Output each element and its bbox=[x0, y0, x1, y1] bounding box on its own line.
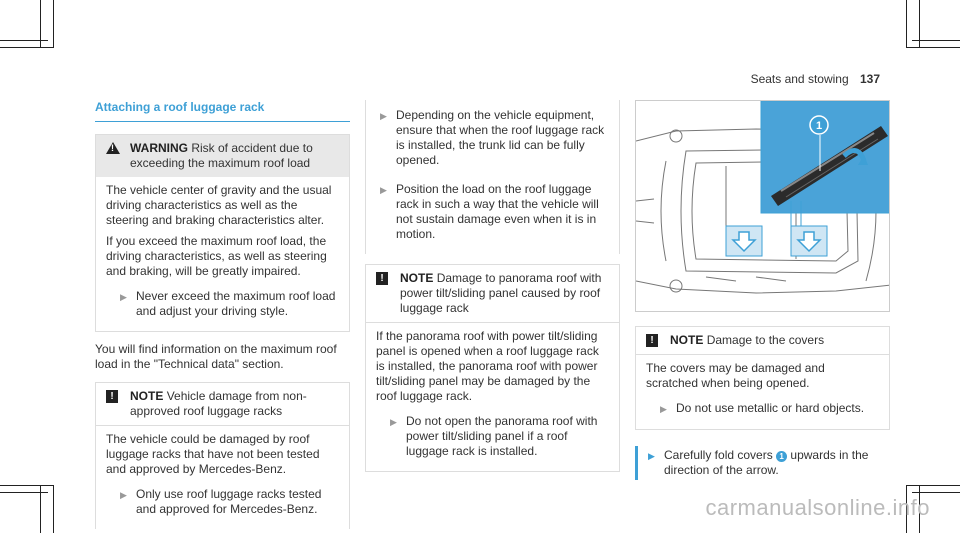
info-text: You will find information on the maximum roof load in the "Technical data" section. bbox=[95, 342, 337, 371]
crop-mark bbox=[0, 47, 54, 48]
column-right bbox=[635, 100, 890, 480]
note-box bbox=[365, 264, 620, 472]
note-step bbox=[376, 410, 609, 463]
page-number: 137 bbox=[859, 72, 880, 86]
step bbox=[366, 178, 609, 246]
vehicle-roof-illustration bbox=[636, 101, 890, 312]
column-left bbox=[95, 100, 350, 533]
step-text: Never exceed the maximum roof load and adjust your driving style. bbox=[136, 289, 336, 318]
watermark: carmanualsonline.info bbox=[705, 495, 930, 520]
crop-mark bbox=[0, 40, 48, 41]
warning-header bbox=[96, 135, 349, 177]
crop-mark bbox=[912, 492, 960, 493]
step-text: Depending on the vehicle equipment, ensure that when the roof luggage rack is installed, the trunk lid can be fully opened. bbox=[396, 108, 605, 167]
note-step bbox=[106, 483, 339, 521]
crop-mark bbox=[53, 485, 54, 533]
step-arrow-icon: ▶ bbox=[120, 292, 127, 302]
step bbox=[366, 104, 609, 172]
callout-number: 1 bbox=[815, 120, 823, 132]
step-text: Position the load on the roof luggage rack in such a way that the vehicle will not sustain damage even when it is in motion. bbox=[396, 182, 599, 241]
step-text: Do not use metallic or hard objects. bbox=[676, 401, 865, 415]
arrow-down-icon bbox=[791, 226, 827, 256]
note-header bbox=[366, 265, 619, 322]
note-heading: Damage to panorama roof with power tilt/sliding panel caused by roof luggage rack bbox=[400, 271, 602, 315]
crop-mark bbox=[53, 0, 54, 48]
step-arrow-icon: ▶ bbox=[380, 111, 387, 121]
note-label: NOTE bbox=[130, 389, 164, 403]
note-body bbox=[366, 322, 619, 471]
arrow-down-icon bbox=[726, 226, 762, 256]
step-arrow-icon: ▶ bbox=[120, 490, 127, 500]
note-text: The vehicle could be damaged by roof luggage racks that have not been tested and approved by Mercedes-Benz. bbox=[106, 432, 320, 476]
note-box bbox=[95, 382, 350, 529]
crop-mark bbox=[0, 492, 48, 493]
warning-box bbox=[95, 134, 350, 332]
action-text bbox=[664, 448, 890, 478]
action-text-start: Carefully fold covers bbox=[664, 448, 773, 462]
steps-continued bbox=[365, 100, 620, 254]
page-header bbox=[751, 72, 880, 87]
note-icon: ! bbox=[106, 390, 118, 403]
warning-label: WARNING bbox=[130, 141, 188, 155]
step-arrow-icon: ▶ bbox=[390, 417, 397, 427]
note-heading: Vehicle damage from non-approved roof luggage racks bbox=[130, 389, 307, 418]
column-middle bbox=[365, 100, 620, 482]
note-box bbox=[635, 326, 890, 430]
note-label: NOTE bbox=[400, 271, 434, 285]
step-text: Do not open the panorama roof with power tilt/sliding panel if a roof luggage rack is installed. bbox=[406, 414, 598, 458]
note-label: NOTE bbox=[670, 333, 704, 347]
note-text: The covers may be damaged and scratched when being opened. bbox=[646, 361, 825, 390]
step-text: Only use roof luggage racks tested and approved for Mercedes-Benz. bbox=[136, 487, 322, 516]
action-step bbox=[635, 446, 890, 480]
warning-heading: Risk of accident due to exceeding the maximum roof load bbox=[130, 141, 313, 170]
step-arrow-icon: ▶ bbox=[660, 404, 667, 414]
step-arrow-icon: ▶ bbox=[648, 451, 655, 461]
section-title: Attaching a roof luggage rack bbox=[95, 100, 350, 122]
warning-body bbox=[96, 177, 349, 331]
note-heading: Damage to the covers bbox=[706, 333, 825, 347]
step-arrow-icon: ▶ bbox=[380, 185, 387, 195]
action-text-end: upwards in the direction of the arrow. bbox=[664, 448, 869, 477]
warning-step bbox=[106, 285, 339, 323]
crop-mark bbox=[0, 485, 54, 486]
note-header bbox=[636, 327, 889, 354]
vehicle-roof-figure bbox=[635, 100, 890, 312]
note-body bbox=[636, 354, 889, 429]
note-step bbox=[646, 397, 879, 421]
warning-text: If you exceed the maximum roof load, the driving characteristics, as well as steering and braking, will be greatly impaired. bbox=[106, 234, 327, 278]
callout-badge: 1 bbox=[776, 451, 787, 462]
note-text: If the panorama roof with power tilt/sliding panel is opened when a roof luggage rack is installed, the panorama roof with power tilt/sliding panel may be damaged by the roof luggage rack. bbox=[376, 329, 599, 403]
note-body bbox=[96, 425, 349, 529]
section-name: Seats and stowing bbox=[750, 72, 849, 86]
note-icon: ! bbox=[376, 272, 388, 285]
note-header bbox=[96, 383, 349, 425]
note-icon: ! bbox=[646, 334, 658, 347]
crop-mark bbox=[906, 47, 960, 48]
warning-text: The vehicle center of gravity and the usual driving characteristics as well as the steering and braking characteristics alter. bbox=[106, 183, 332, 227]
crop-mark bbox=[906, 0, 907, 48]
warning-triangle-icon bbox=[106, 142, 120, 154]
crop-mark bbox=[906, 485, 960, 486]
crop-mark bbox=[912, 40, 960, 41]
